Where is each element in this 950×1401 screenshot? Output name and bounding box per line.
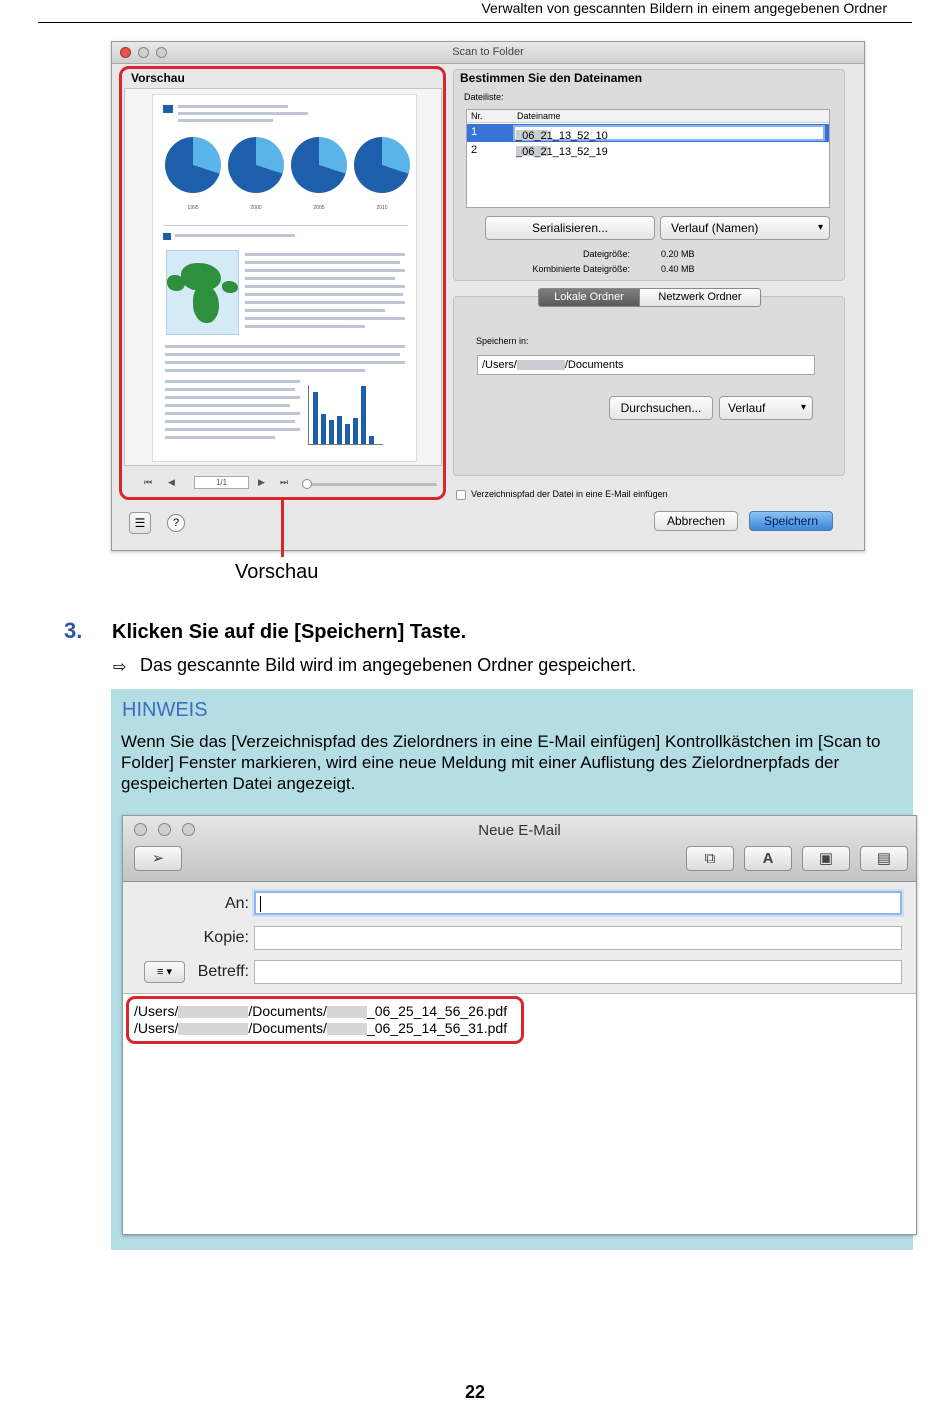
next-page-icon[interactable]: ▶ xyxy=(258,477,265,487)
page-number: 22 xyxy=(464,1382,486,1401)
help-icon[interactable]: ? xyxy=(167,514,185,532)
redacted-block xyxy=(517,360,565,370)
path-mid: /Documents/ xyxy=(248,1003,327,1019)
mail-titlebar xyxy=(123,816,916,882)
filename-section-title: Bestimmen Sie den Dateinamen xyxy=(460,71,643,85)
header-options-popup[interactable]: ≡ ▾ xyxy=(144,961,185,983)
email-path-checkbox-label: Verzeichnispfad der Datei in eine E-Mail einfügen xyxy=(471,489,668,499)
row-nr: 2 xyxy=(471,144,478,156)
page-number-field[interactable]: 1/1 xyxy=(194,476,249,489)
doc-pie-year: 2005 xyxy=(313,205,325,211)
serialize-button[interactable]: Serialisieren... xyxy=(485,216,655,240)
first-page-icon[interactable]: ⏮ xyxy=(144,477,153,487)
path-prefix: /Users/ xyxy=(482,359,517,371)
text-caret xyxy=(260,896,261,912)
cc-field[interactable] xyxy=(254,926,902,950)
format-icon[interactable]: A xyxy=(744,846,792,871)
file-list-header xyxy=(467,110,829,123)
folder-group xyxy=(453,296,845,476)
preview-highlight-box xyxy=(119,66,446,500)
callout-label: Vorschau xyxy=(235,561,319,583)
send-icon[interactable]: ➢ xyxy=(134,846,182,871)
callout-line xyxy=(281,497,284,557)
path-highlight-box xyxy=(126,996,524,1044)
header-rule xyxy=(38,22,912,23)
attach-icon[interactable]: ⧉ xyxy=(686,846,734,871)
cancel-button[interactable]: Abbrechen xyxy=(654,511,738,531)
cc-label: Kopie: xyxy=(203,929,249,946)
path-mid: /Documents/ xyxy=(248,1020,327,1036)
column-header-filename[interactable]: Dateiname xyxy=(517,111,561,121)
previous-page-icon[interactable]: ◀ xyxy=(168,477,175,487)
path-suffix: _06_25_14_56_26.pdf xyxy=(366,1003,508,1019)
page-header-title: Verwalten von gescannten Bildern in einem angegebenen Ordner xyxy=(481,0,887,16)
save-button[interactable]: Speichern xyxy=(749,511,833,531)
file-size-label: Dateigröße: xyxy=(582,249,630,259)
path-suffix: /Documents xyxy=(564,359,624,371)
doc-pie-year: 1995 xyxy=(187,205,199,211)
filename-edit-field[interactable] xyxy=(513,125,825,141)
doc-pie-year: 2010 xyxy=(376,205,388,211)
path-prefix: /Users/ xyxy=(134,1003,179,1019)
scan-to-folder-window xyxy=(111,41,865,551)
scan-window-title: Scan to Folder xyxy=(452,46,524,58)
hint-title: HINWEIS xyxy=(122,699,208,721)
photo-browser-icon[interactable]: ▣ xyxy=(802,846,850,871)
save-in-label: Speichern in: xyxy=(476,336,529,346)
path-suffix: _06_25_14_56_31.pdf xyxy=(366,1020,508,1036)
preview-label: Vorschau xyxy=(131,71,185,85)
file-size-value: 0.20 MB xyxy=(661,249,695,259)
path-prefix: /Users/ xyxy=(134,1020,179,1036)
save-path-field[interactable] xyxy=(477,355,815,375)
template-icon[interactable]: ▤ xyxy=(860,846,908,871)
step-instruction: Klicken Sie auf die [Speichern] Taste. xyxy=(112,621,467,643)
file-list-label: Dateiliste: xyxy=(464,92,504,102)
row-filename: _06_21_13_52_10 xyxy=(516,130,608,142)
subject-field[interactable] xyxy=(254,960,902,984)
tab-network-folder[interactable]: Netzwerk Ordner xyxy=(639,288,761,307)
file-list-table[interactable] xyxy=(466,109,830,208)
tab-local-folder[interactable]: Lokale Ordner xyxy=(538,288,640,307)
combined-size-label: Kombinierte Dateigröße: xyxy=(532,264,630,274)
combined-size-value: 0.40 MB xyxy=(661,264,695,274)
subject-label: Betreff: xyxy=(197,963,249,980)
last-page-icon[interactable]: ⏭ xyxy=(280,477,289,487)
name-history-popup[interactable]: Verlauf (Namen) ▾ xyxy=(660,216,830,240)
table-row[interactable] xyxy=(467,124,829,142)
new-email-window xyxy=(122,815,917,1235)
step-result: Das gescannte Bild wird im angegebenen Ordner gespeichert. xyxy=(140,655,637,675)
table-row[interactable] xyxy=(467,142,829,160)
row-nr: 1 xyxy=(471,126,478,138)
column-header-nr[interactable]: Nr. xyxy=(471,111,483,121)
list-icon[interactable]: ☰ xyxy=(129,512,151,534)
result-arrow-icon: ⇨ xyxy=(113,659,127,676)
row-filename: _06_21_13_52_19 xyxy=(516,146,608,158)
browse-button[interactable]: Durchsuchen... xyxy=(609,396,713,420)
hint-body: Wenn Sie das [Verzeichnispfad des Zielordners in eine E-Mail einfügen] Kontrollkästchen im [Scan to Folder] Fenster markieren, wird eine neue Meldung mit einer Auflistung des Zielordnerpfads der gespeicherten Datei angezeigt. xyxy=(121,732,881,793)
step-number: 3. xyxy=(64,618,83,643)
to-field[interactable] xyxy=(254,891,902,915)
scan-window-titlebar xyxy=(112,42,864,64)
doc-pie-year: 2000 xyxy=(250,205,262,211)
email-path-checkbox[interactable] xyxy=(456,490,466,500)
to-label: An: xyxy=(224,895,249,912)
path-history-popup[interactable]: Verlauf ▾ xyxy=(719,396,813,420)
mail-window-title: Neue E-Mail xyxy=(478,822,561,839)
